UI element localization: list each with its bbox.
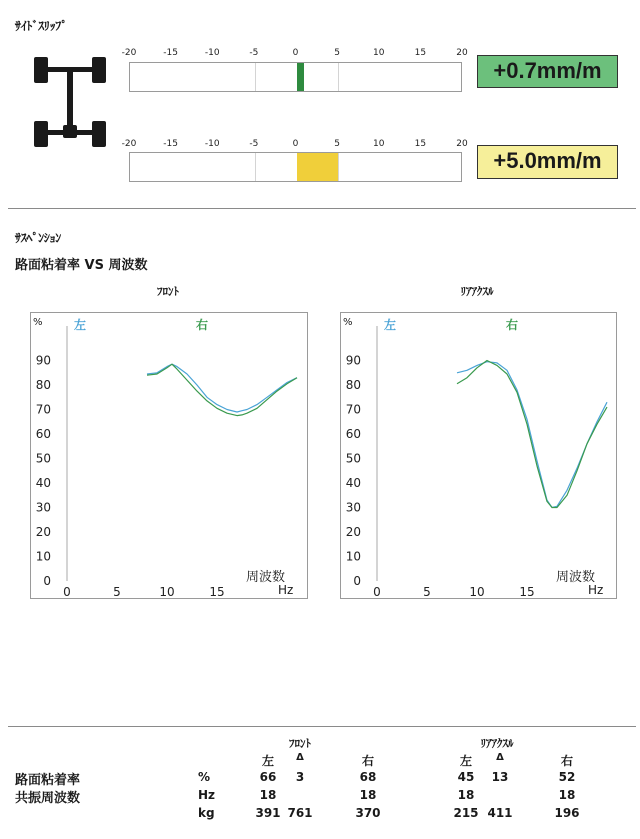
x-axis-title: 周波数 — [556, 570, 596, 585]
divider — [8, 726, 636, 727]
rear-chart-plot — [341, 313, 618, 600]
y-tick-label: 10 — [345, 549, 361, 564]
summary-cell-front: 3 — [295, 770, 305, 784]
col-right-front: 右 — [361, 754, 375, 768]
scale-tick-label: 15 — [414, 139, 427, 149]
rear-header: ﾘｱｱｸｽﾙ — [480, 737, 514, 750]
scale-tick-label: 0 — [292, 48, 299, 58]
y-tick-label: 70 — [35, 402, 51, 417]
scale-tick-label: 15 — [414, 48, 427, 58]
x-tick-label: 10 — [159, 585, 175, 599]
divider — [8, 208, 636, 209]
slip-indicator — [297, 153, 339, 181]
series-left-line — [147, 364, 297, 412]
y-tick-label: 0 — [353, 574, 361, 588]
front-header: ﾌﾛﾝﾄ — [289, 737, 311, 750]
summary-cell-front: 370 — [355, 806, 381, 820]
scale-tick-label: 5 — [334, 139, 340, 149]
front-chart-title: ﾌﾛﾝﾄ — [157, 285, 179, 298]
scale-tick-label: -20 — [121, 139, 137, 149]
scale-tick-label: -15 — [163, 48, 178, 58]
summary-cell-front: 18 — [259, 788, 277, 802]
suspension-subtitle: 路面粘着率 VS 周波数 — [15, 258, 148, 273]
x-tick-label: 15 — [519, 585, 535, 599]
summary-cell-rear: 13 — [491, 770, 509, 784]
legend-right: 右 — [506, 318, 519, 332]
y-tick-label: 40 — [345, 476, 361, 490]
y-tick-label: 80 — [35, 378, 51, 392]
summary-cell-rear: 45 — [457, 770, 475, 784]
y-tick-label: 20 — [35, 525, 51, 539]
summary-row-unit: kg — [198, 806, 215, 820]
scale-tick-label: 5 — [334, 48, 340, 58]
summary-row-unit: Hz — [198, 788, 216, 802]
suspension-title: ｻｽﾍﾟﾝｼｮﾝ — [15, 231, 61, 245]
summary-cell-front: 68 — [359, 770, 377, 784]
x-tick-label: 0 — [373, 585, 381, 599]
x-tick-label: 15 — [209, 585, 225, 599]
rear-slip-value: +5.0mm/m — [477, 145, 618, 179]
rear-slip-gauge — [129, 152, 462, 182]
y-tick-label: 90 — [345, 353, 361, 368]
front-slip-gauge — [129, 62, 462, 92]
gauge-gridline — [255, 153, 256, 181]
x-tick-label: 10 — [469, 585, 485, 599]
scale-tick-label: 10 — [373, 139, 385, 149]
x-unit-label: Hz — [278, 583, 294, 597]
y-tick-label: 20 — [345, 525, 361, 539]
side-slip-title: ｻｲﾄﾞｽﾘｯﾌﾟ — [15, 19, 67, 33]
series-left-line — [457, 362, 607, 508]
front-chart-plot — [31, 313, 309, 600]
y-tick-label: 0 — [43, 574, 51, 588]
summary-cell-rear: 411 — [487, 806, 513, 820]
summary-cell-rear: 18 — [558, 788, 576, 802]
gauge-gridline — [255, 63, 256, 91]
scale-tick-label: -5 — [249, 139, 259, 149]
scale-tick-label: -15 — [163, 139, 178, 149]
x-unit-label: Hz — [588, 583, 604, 597]
summary-row-label: 共振周波数 — [15, 791, 81, 806]
scale-tick-label: 0 — [292, 139, 299, 149]
front-chart — [30, 312, 308, 599]
scale-tick-label: -10 — [204, 139, 220, 149]
y-tick-label: 60 — [345, 427, 361, 441]
y-tick-label: 40 — [35, 476, 51, 490]
x-tick-label: 0 — [63, 585, 71, 599]
y-unit-label: % — [33, 317, 43, 328]
series-right-line — [457, 361, 607, 508]
scale-tick-label: 20 — [456, 48, 468, 58]
legend-left: 左 — [74, 318, 87, 332]
slip-indicator — [297, 63, 304, 91]
y-tick-label: 50 — [345, 451, 361, 466]
summary-cell-front: 18 — [359, 788, 377, 802]
y-unit-label: % — [343, 317, 353, 328]
summary-cell-rear: 215 — [453, 806, 479, 820]
x-axis-title: 周波数 — [246, 570, 286, 585]
y-tick-label: 90 — [35, 353, 51, 368]
rear-chart-title: ﾘｱｱｸｽﾙ — [460, 285, 494, 298]
summary-row-label: 路面粘着率 — [15, 773, 81, 788]
rear-chart — [340, 312, 617, 599]
summary-cell-front: 391 — [255, 806, 281, 820]
y-tick-label: 10 — [35, 549, 51, 564]
scale-tick-label: -20 — [121, 48, 137, 58]
col-left-front: 左 — [261, 754, 275, 768]
summary-cell-rear: 52 — [558, 770, 576, 784]
scale-tick-label: 10 — [373, 48, 385, 58]
gauge-gridline — [338, 63, 339, 91]
summary-cell-rear: 196 — [554, 806, 580, 820]
front-slip-value: +0.7mm/m — [477, 55, 618, 88]
gauge-gridline — [338, 153, 339, 181]
series-right-line — [147, 364, 297, 415]
x-tick-label: 5 — [113, 585, 121, 599]
summary-cell-front: 66 — [259, 770, 277, 784]
col-left-rear: 左 — [459, 754, 473, 768]
y-tick-label: 30 — [35, 500, 51, 515]
y-tick-label: 50 — [35, 451, 51, 466]
scale-tick-label: -5 — [249, 48, 259, 58]
scale-tick-label: 20 — [456, 139, 468, 149]
y-tick-label: 30 — [345, 500, 361, 515]
summary-cell-front: 761 — [287, 806, 313, 820]
summary-row-unit: % — [198, 770, 211, 784]
col-delta-rear: Δ — [496, 752, 504, 763]
col-right-rear: 右 — [560, 754, 574, 768]
summary-cell-rear: 18 — [457, 788, 475, 802]
y-tick-label: 60 — [35, 427, 51, 441]
y-tick-label: 80 — [345, 378, 361, 392]
x-tick-label: 5 — [423, 585, 431, 599]
scale-tick-label: -10 — [204, 48, 220, 58]
col-delta-front: Δ — [296, 752, 304, 763]
legend-left: 左 — [384, 318, 397, 332]
legend-right: 右 — [196, 318, 209, 332]
y-tick-label: 70 — [345, 402, 361, 417]
